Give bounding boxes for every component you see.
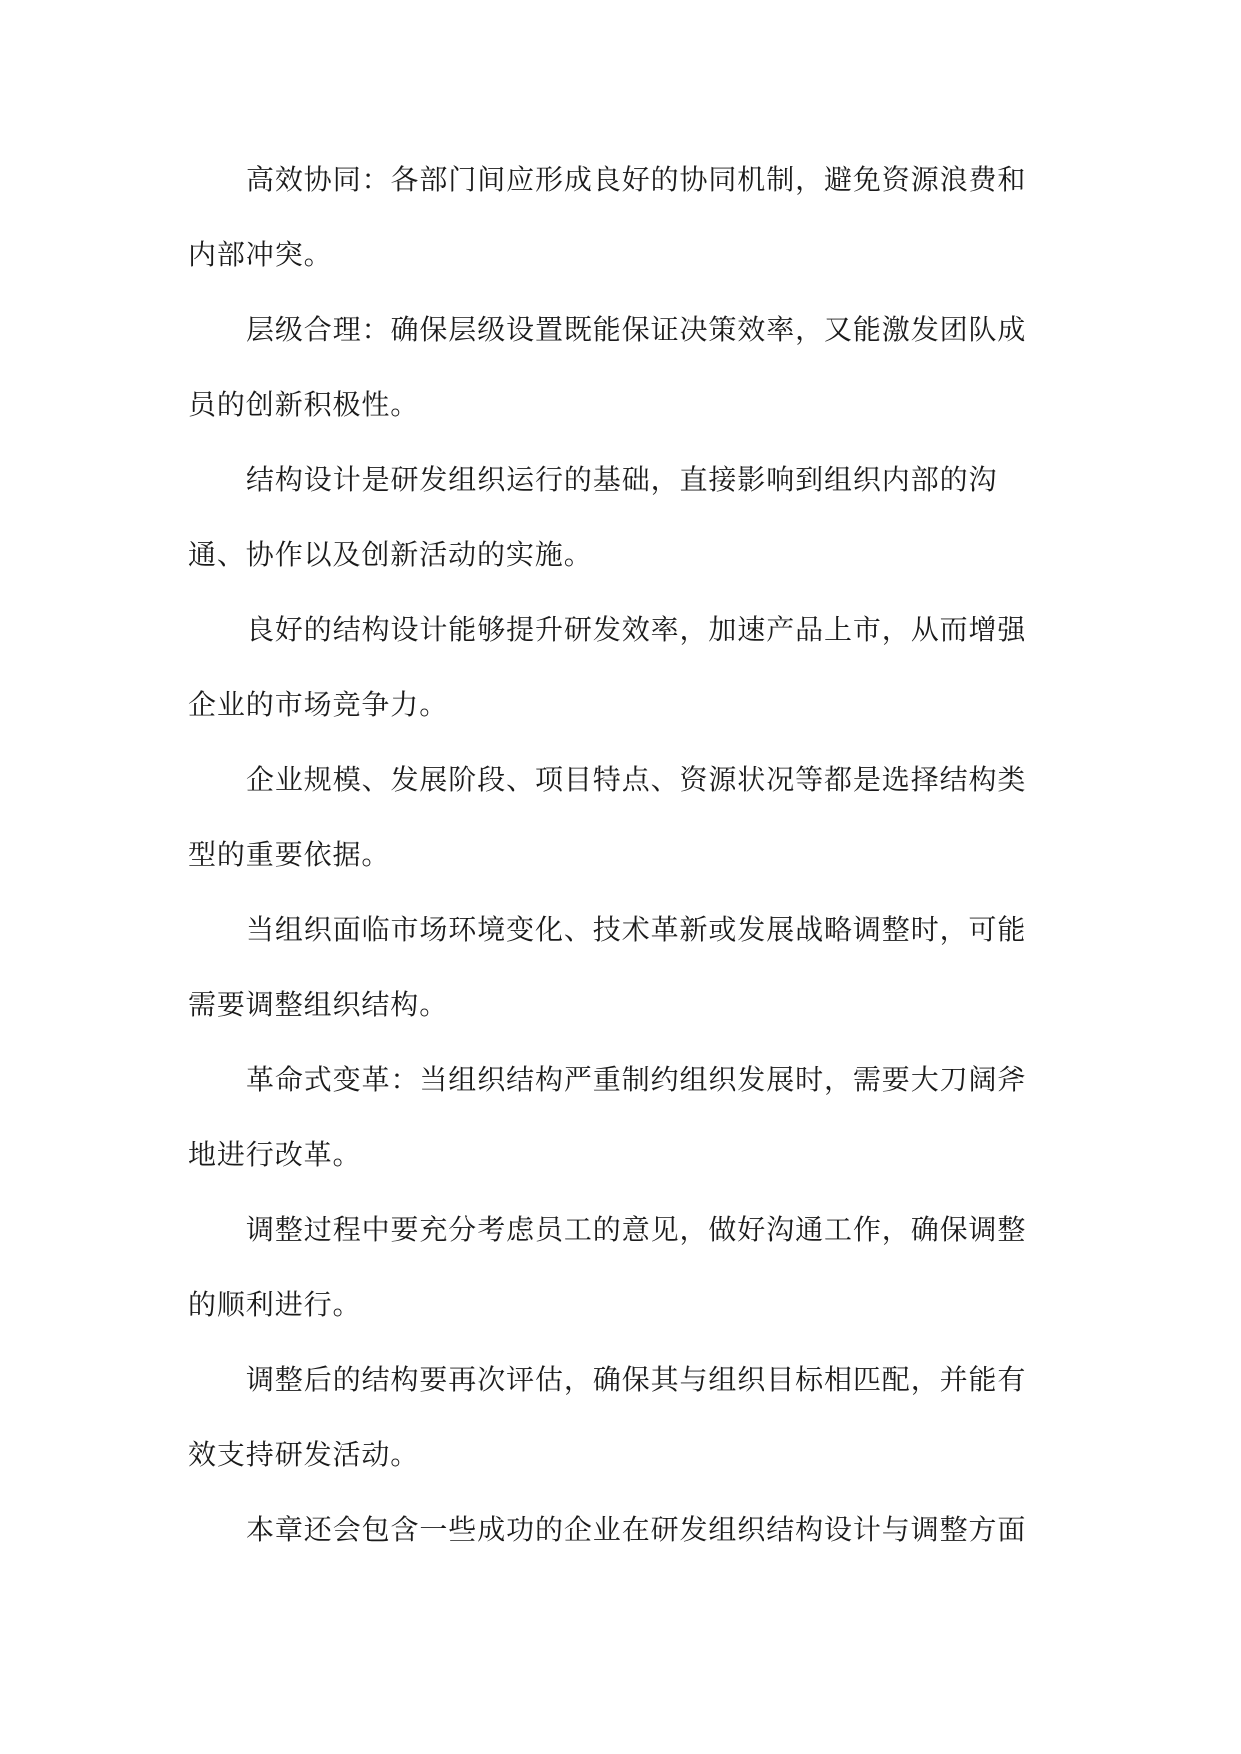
paragraph-efficient-collaboration: 高效协同：各部门间应形成良好的协同机制，避免资源浪费和内部冲突。	[188, 163, 1027, 271]
paragraph-structure-design-basis: 结构设计是研发组织运行的基础，直接影响到组织内部的沟通、协作以及创新活动的实施。	[188, 463, 998, 571]
paragraph-post-adjustment-evaluation: 调整后的结构要再次评估，确保其与组织目标相匹配，并能有效支持研发活动。	[188, 1363, 1027, 1471]
paragraph-selection-criteria: 企业规模、发展阶段、项目特点、资源状况等都是选择结构类型的重要依据。	[188, 763, 1027, 871]
paragraph-good-structure-design: 良好的结构设计能够提升研发效率，加速产品上市，从而增强企业的市场竞争力。	[188, 613, 1027, 721]
paragraph-when-to-adjust: 当组织面临市场环境变化、技术革新或发展战略调整时，可能需要调整组织结构。	[188, 913, 1027, 1021]
paragraph-chapter-cases: 本章还会包含一些成功的企业在研发组织结构设计与调整方面	[246, 1513, 1027, 1546]
paragraph-adjustment-process: 调整过程中要充分考虑员工的意见，做好沟通工作，确保调整的顺利进行。	[188, 1213, 1027, 1321]
document-body	[188, 142, 1050, 1567]
paragraph-reasonable-hierarchy: 层级合理：确保层级设置既能保证决策效率，又能激发团队成员的创新积极性。	[188, 313, 1027, 421]
paragraph-revolutionary-change: 革命式变革：当组织结构严重制约组织发展时，需要大刀阔斧地进行改革。	[188, 1063, 1027, 1171]
